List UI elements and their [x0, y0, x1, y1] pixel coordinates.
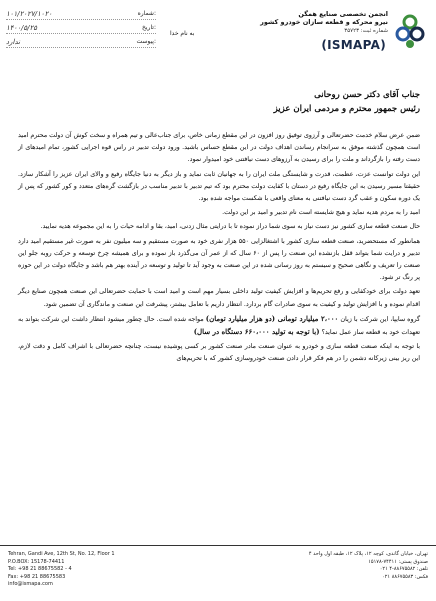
recipient-name: جناب آقای دکتر حسن روحانی: [314, 90, 420, 100]
date-label: تاریخ:: [142, 24, 156, 31]
paragraph-7: [18, 313, 420, 339]
footer-email[interactable]: info@ismapa.com: [8, 581, 53, 587]
date-row: [6, 22, 156, 34]
paragraph-3: امید را به مردم هدیه نماید و هیچ شایسته است نام تدبیر و امید بر این دولت.: [222, 209, 420, 217]
paragraph-6: تعهد دولت برای خودکفایی و رفع تحریم‌ها و افزایش کیفیت تولید داخلی بسیار مهم است و امید است با حمایت حضرتعالی این صنعت همچون صنایع دیگر اقدام نموده و با افزایش تولید و کیفیت به سوی صادرات گام بردارد. انتظار داریم با تعامل بیشتر، پیشرفت این صنعت و ماندگاری آن تضمین شود.: [18, 288, 420, 308]
paragraph-8: با توجه به اینکه صنعت قطعه سازی و خودرو به عنوان صنعت مادر صنعت کشور بر کسی پوشیده نیست، چنانچه حضرتعالی با اشراف کامل و دقت لازم، این ریز بینی زیرکانه دشمن را در هم فکر قرار دادن صنعت خودروسازی کشور که با تحریم‌های: [18, 343, 420, 363]
org-name-fa-line2: نیرو محرکه و قطعه سازان خودرو کشور: [260, 18, 388, 26]
attachment-row: [6, 36, 156, 48]
loss-highlight: ۲،۰۰۰ میلیارد تومانی (دو هزار میلیارد تومان): [205, 313, 339, 323]
ismapa-logo-icon: [394, 12, 426, 50]
recipient-title: رئیس جمهور محترم و مردمی ایران عزیز: [273, 104, 420, 114]
letterhead: [0, 0, 436, 64]
org-name-en: (ISMAPA): [321, 38, 386, 52]
footer-fax-fa: فکس: ۸۸۶۷۵۵۸۳ ۰۲۱: [382, 573, 428, 580]
footer-tel-en: Tel: +98 21 88675582 - 4: [8, 566, 72, 572]
ref-number-value: ۱۰۱/۲۰۲۷/۱۰۲۰: [6, 9, 53, 18]
bismillah: به نام خدا: [170, 30, 195, 37]
letter-body: [18, 90, 420, 368]
footer-tel-fa: تلفن: ۸۸۶۷۵۵۸۲-۴ ۰۲۱: [379, 566, 428, 572]
org-registration: شماره ثبت: ۳۵۷۲۳: [344, 28, 388, 34]
reference-box: [6, 8, 156, 50]
footer-po-fa: صندوق پستی: ۷۴۴۱۱-۱۵۱۷۸: [368, 558, 428, 565]
date-value: ۱۴۰۰/۵/۲۵: [6, 23, 38, 32]
footer-fax-en: Fax: +98 21 88675583: [8, 573, 66, 580]
footer-contact-en: [8, 551, 118, 589]
letter-footer: [0, 545, 436, 601]
footer-address-fa: تهران، خیابان گاندی، کوچه ۱۲، پلاک ۱۲، طبقه اول واحد ۴: [308, 551, 428, 557]
paragraph-7-start: گروه سایپا، این شرکت با زیان: [338, 315, 420, 323]
paragraph-2: این دولت توانست عزت، عظمت، قدرت و شایستگی ملت ایران را به جهانیان ثابت نماید و باز دیگر به دنیا جایگاه رفیع و والای ایران عزیز را آشکار سازد. حقیقتا مسیر رسیدن به این جایگاه رفیع در دستان با کفایت دولت محترم بود که تیم تدبیر با تدبیر مناسب در بازگشت گره‌های متعدد و کور کشور که پس از یک دوره سکون و عقب گرد دست نیافتنی به معنای واقعی با شکست مواجه شده بود.: [18, 170, 420, 203]
paragraph-4: حال صنعت قطعه سازی کشور نیز دست نیاز به سوی شما دراز نموده تا با درایتی مثال زدنی، امید، بقا و ادامه حیات را به این مجموعه هدیه نمایید.: [40, 223, 420, 231]
org-name-fa: [228, 10, 388, 26]
ref-number-row: [6, 8, 156, 20]
paragraph-1: ضمن عرض سلام خدمت حضرتعالی و آرزوی توفیق روز افزون در این مقطع زمانی خاص، برای جناب‌عالی و تیم همراه و سخت کوش آن دولت محترم امید است همچون گذشته موفق به سرانجام رساندن اهداف دولت در این مقطع حساس باشید. ورود دولت تدبیر در راس قوه اجرایی کشور، تمام امیدهای از دست رفته را بازگرداند و ملت را برای رسیدن به آرزوهای دست نیافتنی خود امیدوار نمود.: [18, 132, 420, 164]
paragraph-5: همانطور که مستحضرید، صنعت قطعه سازی کشور با اشتغالزایی ۵۵۰ هزار نفری خود به صورت مستقیم و سه میلیون نفر به صورت غیر مستقیم امید دارد تدبیر و درایت شما بتواند قفل بازنشده این صنعت را پس از ۶۰ سال که از عمر آن می‌گذرد باز نموده و برای همیشه چرخ توسعه و حرکت روبه جلو این صنعت را تعریف و نگاهی صحیح و سیستم به روز رسانی شده در این صنعت به وجود آید تا تولید و توسعه در آینده بهتر هم باشد و جایگاه دولت در این حوزه پر رنگ تر شود.: [18, 237, 420, 282]
paragraph-7-middle: مواجه شده است. حال چطور میشود انتظار داشت این شرکت بتواند به تعهدات خود به قطعه ساز عمل نماید؟: [18, 315, 420, 337]
org-name-fa-line1: انجمن تخصصی صنایع همگن: [298, 10, 388, 18]
attachment-value: ندارد: [6, 37, 21, 46]
footer-contact-fa: [268, 551, 428, 581]
production-highlight: (با توجه به تولید ۶۶۰،۰۰۰ دستگاه در سال): [193, 327, 320, 337]
organization-logo-block: [238, 6, 428, 62]
attachment-label: پیوست:: [136, 38, 156, 45]
footer-address-en-2: P.O.BOX: 15178-74411: [8, 558, 65, 565]
ref-number-label: شماره:: [137, 10, 156, 17]
footer-address-en-1: Tehran, Gandi Ave, 12th St, No. 12, Floor 1: [8, 551, 115, 557]
